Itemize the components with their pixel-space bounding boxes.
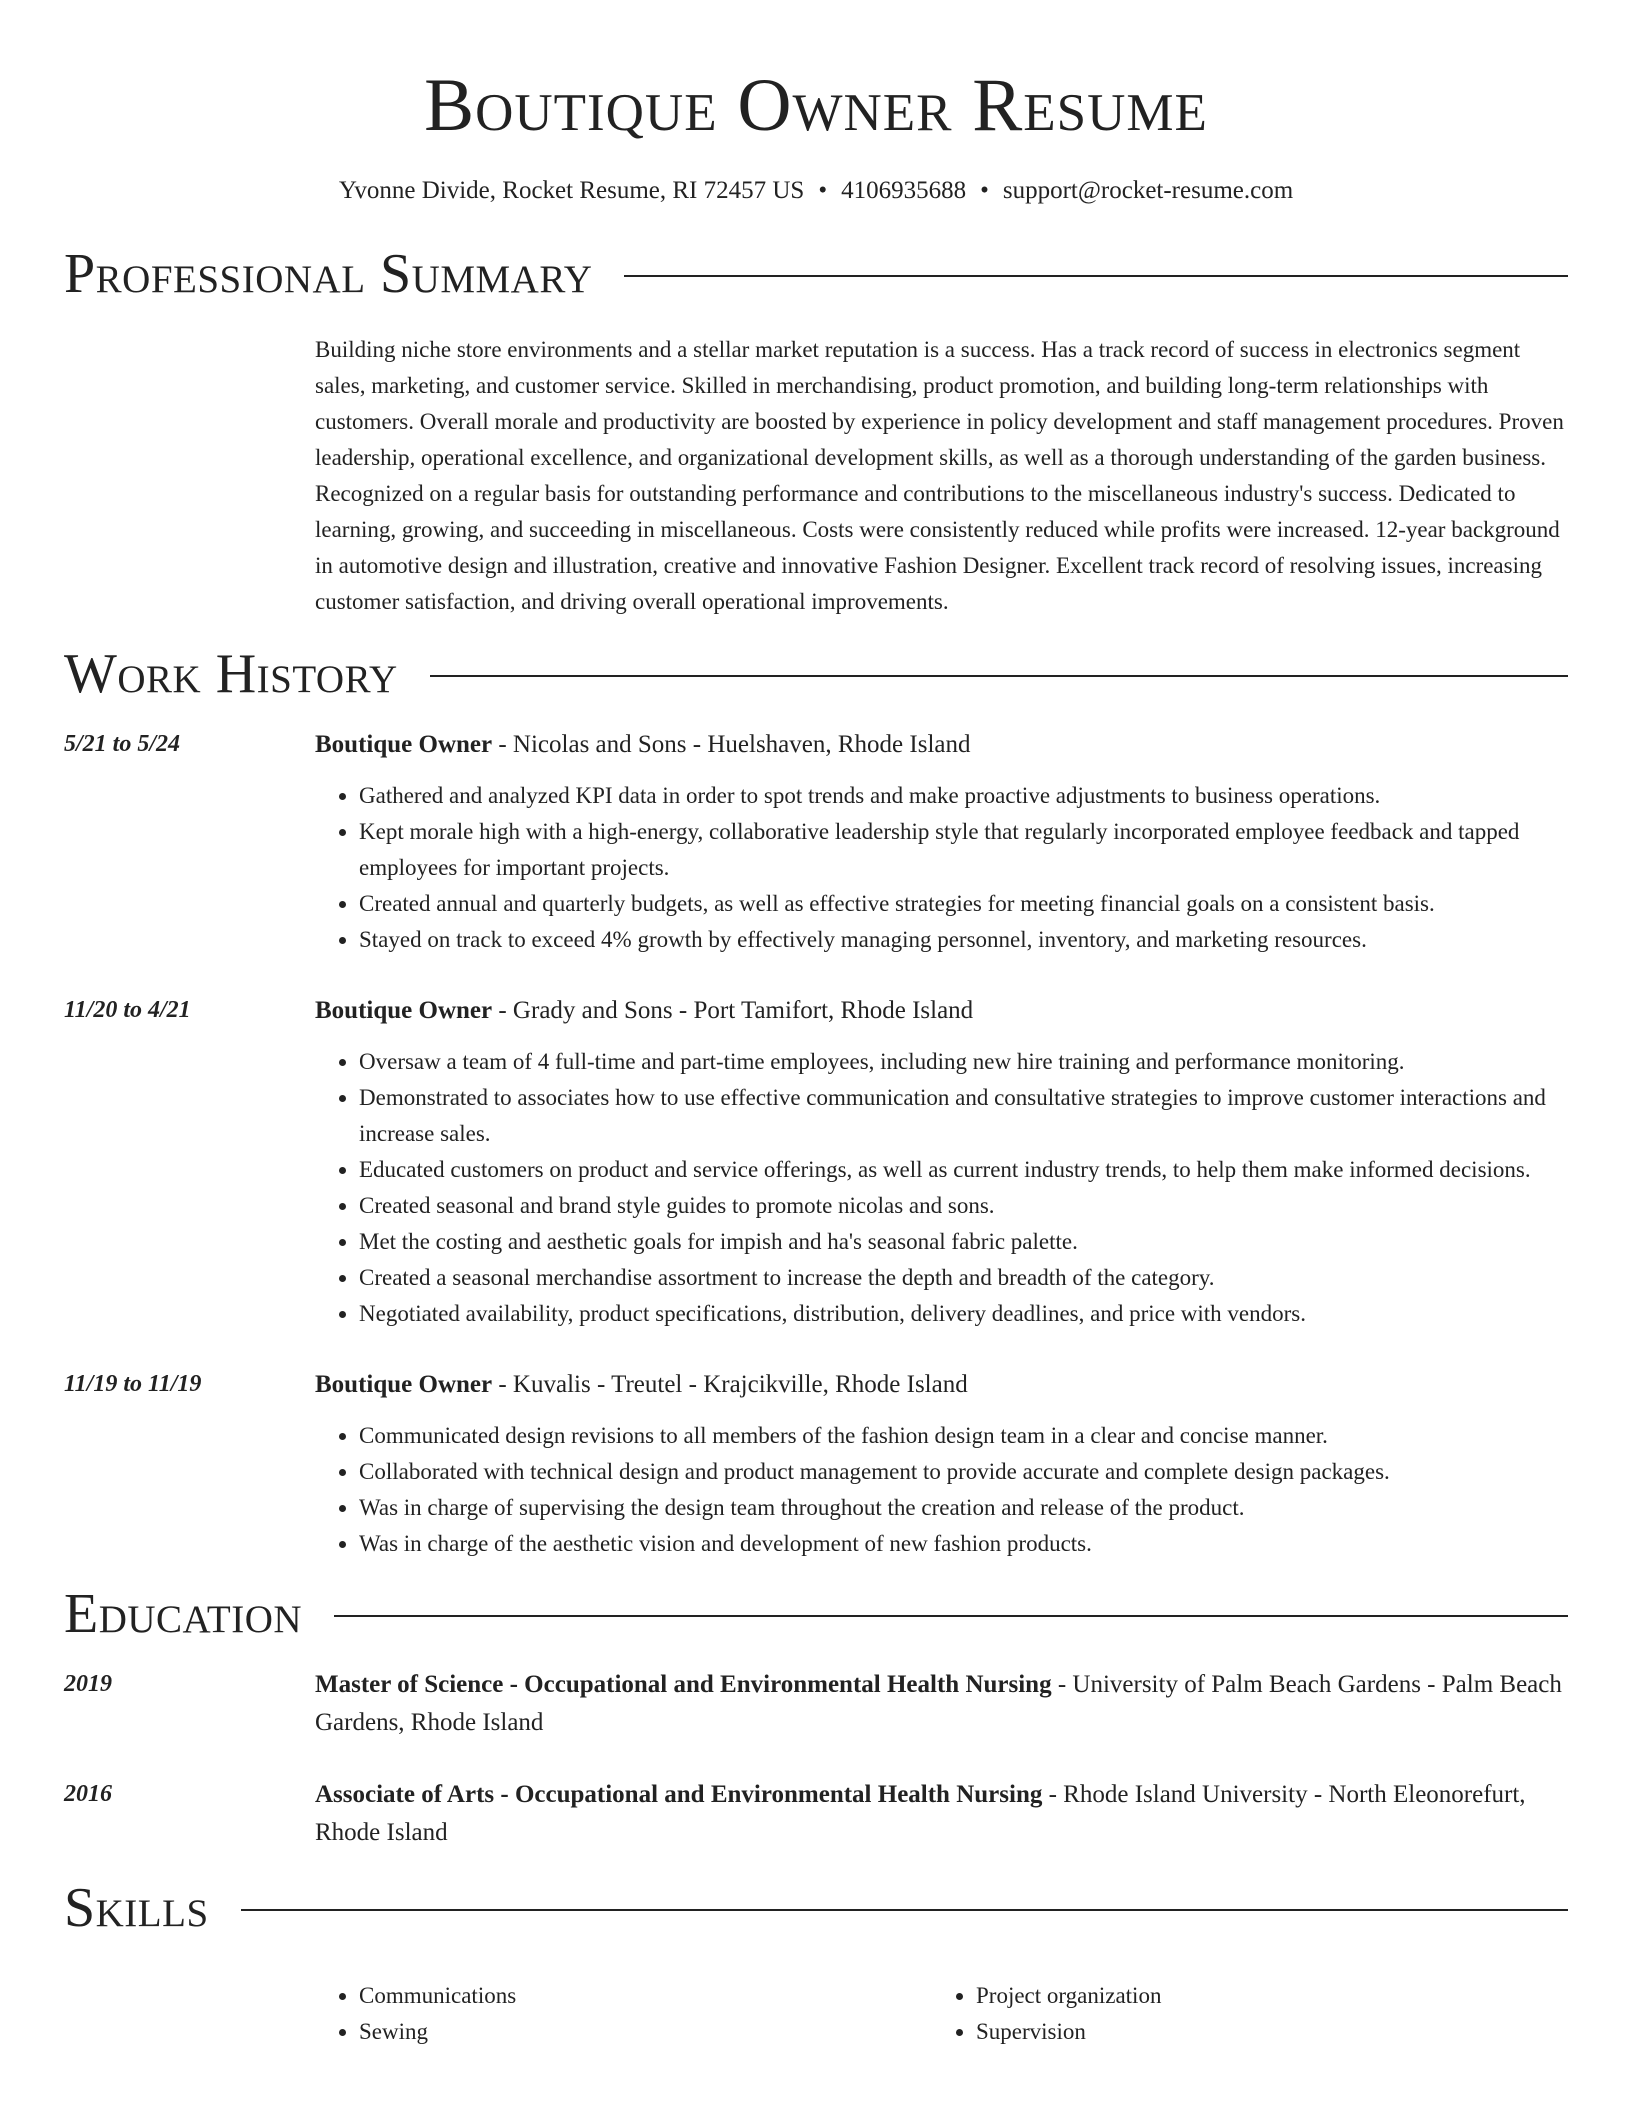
education-year: 2016 (64, 1781, 112, 1807)
contact-phone: 4106935688 (841, 177, 967, 204)
skill-item: • Communications (359, 1978, 932, 2014)
skill-item: • Sewing (359, 2014, 932, 2050)
contact-address: Yvonne Divide, Rocket Resume, RI 72457 US (338, 177, 805, 204)
section-divider (430, 675, 1568, 677)
contact-line (64, 174, 1568, 208)
resume-page (64, 0, 1568, 2050)
skills-column-left (315, 1978, 932, 2050)
skills-list (315, 1978, 1568, 2050)
section-heading: Skills (64, 1877, 209, 1939)
job-bullet: • Negotiated availability, product specifications, distribution, delivery deadlines, and price with vendors. (359, 1296, 1568, 1332)
job-bullets (315, 778, 1568, 958)
job-bullet: • Communicated design revisions to all members of the fashion design team in a clear and concise manner. (359, 1418, 1568, 1454)
job-dates: 5/21 to 5/24 (64, 731, 181, 757)
section-professional-summary (64, 242, 1568, 306)
section-divider (334, 1615, 1568, 1617)
job-company: - Kuvalis - Treutel - Krajcikville, Rhode Island (492, 1371, 968, 1398)
section-divider (241, 1909, 1568, 1911)
education-headline (315, 1776, 1568, 1852)
job-role: Boutique Owner (315, 1371, 493, 1398)
job-dates: 11/19 to 11/19 (64, 1371, 202, 1397)
job-bullet: • Kept morale high with a high-energy, collaborative leadership style that regularly incorporated employee feedback and tapped employees for important projects. (359, 814, 1568, 886)
job-headline (315, 726, 1568, 764)
job-bullet: • Demonstrated to associates how to use effective communication and consultative strategies to improve customer interactions and increase sales. (359, 1080, 1568, 1152)
section-heading: Professional Summary (64, 243, 593, 305)
job-bullet: • Created seasonal and brand style guides to promote nicolas and sons. (359, 1188, 1568, 1224)
contact-email: support@rocket-resume.com (1002, 177, 1294, 204)
job-bullet: • Created annual and quarterly budgets, as well as effective strategies for meeting financial goals on a consistent basis. (359, 886, 1568, 922)
job-bullet: • Met the costing and aesthetic goals for impish and ha's seasonal fabric palette. (359, 1224, 1568, 1260)
job-bullet: • Created a seasonal merchandise assortment to increase the depth and breadth of the category. (359, 1260, 1568, 1296)
job-role: Boutique Owner (315, 997, 493, 1024)
summary-text: Building niche store environments and a stellar market reputation is a success. Has a track record of success in electronics segment sales, marketing, and customer service. Skilled in merchandising, product promotion, and building long-term relationships with customers. Overall morale and productivity are boosted by experience in policy development and staff management procedures. Proven leadership, operational excellence, and organizational development skills, as well as a thorough understanding of the garden business. Recognized on a regular basis for outstanding performance and contributions to the miscellaneous industry's success. Dedicated to learning, growing, and succeeding in miscellaneous. Costs were consistently reduced while profits were increased. 12-year background in automotive design and illustration, creative and innovative Fashion Designer. Excellent track record of resolving issues, increasing customer satisfaction, and driving overall operational improvements. (315, 337, 1564, 614)
education-degree: Master of Science - Occupational and Environmental Health Nursing (315, 1671, 1052, 1698)
skills-column-right (932, 1978, 1549, 2050)
education-school: - Rhode Island University - North Eleonorefurt, Rhode Island (315, 1781, 1526, 1846)
job-company: - Grady and Sons - Port Tamifort, Rhode Island (492, 997, 974, 1024)
education-entry (64, 1666, 1568, 1742)
job-bullet: • Was in charge of supervising the design team throughout the creation and release of the product. (359, 1490, 1568, 1526)
skill-item: • Project organization (976, 1978, 1549, 2014)
job-dates: 11/20 to 4/21 (64, 997, 191, 1023)
job-bullet: • Oversaw a team of 4 full-time and part-time employees, including new hire training and performance monitoring. (359, 1044, 1568, 1080)
job-bullet: • Educated customers on product and service offerings, as well as current industry trends, to help them make informed decisions. (359, 1152, 1568, 1188)
section-skills (64, 1876, 1568, 1940)
job-headline (315, 1366, 1568, 1404)
education-school: - University of Palm Beach Gardens - Palm Beach Gardens, Rhode Island (315, 1671, 1562, 1736)
job-bullet: • Was in charge of the aesthetic vision and development of new fashion products. (359, 1526, 1568, 1562)
job-bullet: • Stayed on track to exceed 4% growth by effectively managing personnel, inventory, and marketing resources. (359, 922, 1568, 958)
job-role: Boutique Owner (315, 731, 493, 758)
job-bullets (315, 1044, 1568, 1332)
education-year: 2019 (64, 1671, 112, 1697)
skill-item: • Supervision (976, 2014, 1549, 2050)
education-headline (315, 1666, 1568, 1742)
section-divider (624, 275, 1568, 277)
job-bullet: • Collaborated with technical design and product management to provide accurate and complete design packages. (359, 1454, 1568, 1490)
job-entry (64, 726, 1568, 958)
job-bullet: • Gathered and analyzed KPI data in order to spot trends and make proactive adjustments to business operations. (359, 778, 1568, 814)
job-bullets (315, 1418, 1568, 1562)
job-entry (64, 992, 1568, 1332)
resume-title: Boutique Owner Resume (424, 64, 1208, 147)
education-degree: Associate of Arts - Occupational and Environmental Health Nursing (315, 1781, 1043, 1808)
education-entry (64, 1776, 1568, 1852)
section-work-history (64, 642, 1568, 706)
section-heading: Work History (64, 643, 398, 705)
section-education (64, 1582, 1568, 1646)
job-entry (64, 1366, 1568, 1562)
job-company: - Nicolas and Sons - Huelshaven, Rhode Island (492, 731, 971, 758)
job-headline (315, 992, 1568, 1030)
contact-separator: • (980, 177, 989, 204)
section-heading: Education (64, 1583, 303, 1645)
contact-separator: • (818, 177, 828, 204)
